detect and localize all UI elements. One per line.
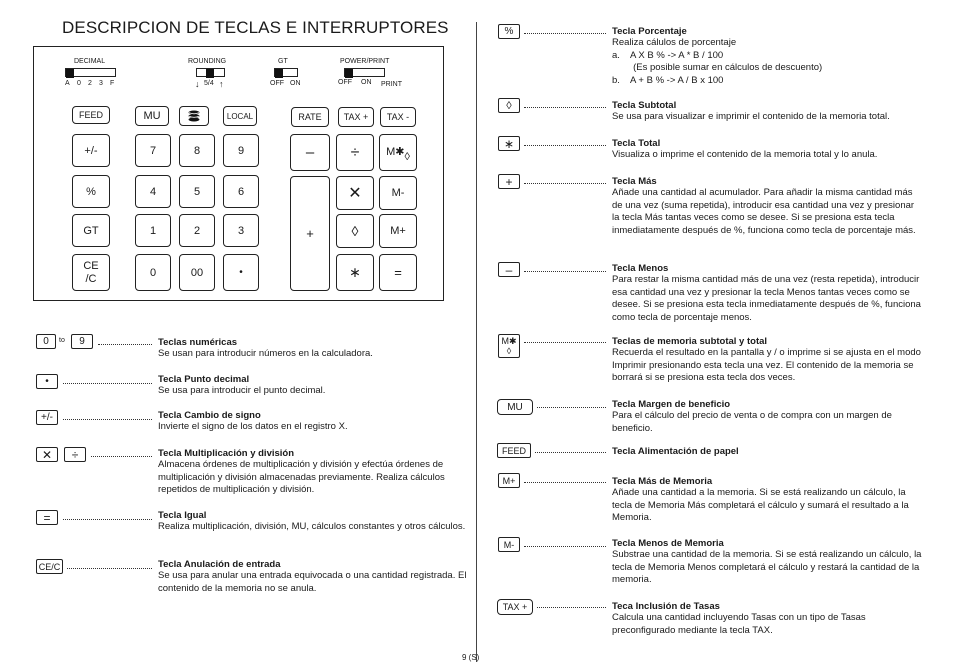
leader-dots: [63, 519, 152, 520]
entry-text: Se usa para introducir el punto decimal.: [158, 385, 326, 396]
minus-key[interactable]: –: [290, 134, 330, 171]
rounding-pos-54: 5/4: [204, 80, 214, 87]
decimal-switch[interactable]: [65, 68, 116, 77]
digit-9-key[interactable]: 9: [223, 134, 259, 167]
entry-text: Recuerda el resultado en la pantalla y / o imprime si se ajusta en el modo Imprimir presionando esta tecla una vez. El contenido de la memoria se borrará si se presiona esta tecla dos veces.: [612, 347, 921, 384]
key-tax-plus-badge: TAX +: [497, 599, 533, 615]
leader-dots: [67, 568, 152, 569]
power-pos-print: PRINT: [381, 81, 402, 88]
leader-dots: [524, 33, 606, 34]
entry-text: Visualiza o imprime el contenido de la memoria total y lo anula.: [612, 149, 878, 160]
entry-text: Invierte el signo de los datos en el registro X.: [158, 421, 348, 432]
entry-title: Tecla Alimentación de papel: [612, 446, 739, 457]
power-pos-on: ON: [361, 79, 372, 86]
entry-title: Tecla Subtotal: [612, 100, 677, 111]
power-switch-label: POWER/PRINT: [340, 58, 390, 65]
page-title: DESCRIPCION DE TECLAS E INTERRUPTORES: [62, 18, 449, 37]
entry-title: Tecla Porcentaje: [612, 26, 687, 37]
key-subtotal-badge: ◊: [498, 98, 520, 113]
entry-multiply-divide: [158, 448, 468, 497]
entry-text: Se usa para anular una entrada equivocada o una cantidad registrada. El contenido de la memoria no se anula.: [158, 570, 467, 594]
leader-dots: [535, 452, 606, 453]
key-percent-badge: %: [498, 24, 520, 39]
digit-7-key[interactable]: 7: [135, 134, 171, 167]
entry-tax-inclusion: [612, 601, 922, 637]
divide-key[interactable]: ÷: [336, 134, 374, 171]
power-pos-off: OFF: [338, 79, 352, 86]
key-memory-plus-badge: M+: [498, 473, 520, 488]
leader-dots: [91, 456, 152, 457]
gt-pos-off: OFF: [270, 80, 284, 87]
equals-key[interactable]: =: [379, 254, 417, 291]
key-feed-badge: FEED: [497, 443, 531, 458]
badge-mstar: M✱: [501, 336, 517, 346]
gt-key[interactable]: GT: [72, 214, 110, 247]
entry-text: Almacena órdenes de multiplicación y división y efectúa órdenes de multiplicación y división almacenadas previamente. Realiza cálculos repetidos de multiplicación y división.: [158, 459, 445, 496]
digit-2-key[interactable]: 2: [179, 214, 215, 247]
key-equals-badge: =: [36, 510, 58, 525]
entry-text: Se usan para introducir números en la calculadora.: [158, 348, 373, 359]
entry-title: Tecla Más de Memoria: [612, 476, 713, 487]
leader-dots: [524, 107, 606, 108]
entry-title: Teclas numéricas: [158, 337, 238, 348]
multiply-key[interactable]: ✕: [336, 176, 374, 210]
entry-text: Añade una cantidad al acumulador. Para añadir la misma cantidad más de una vez (suma repetida), introducir esa cantidad una vez y presionar la tecla Más tantas veces como se desee. Si se presiona esta tecla inmediatamente después de %, funciona como tecla de porcentaje más.: [612, 187, 916, 236]
digit-1-key[interactable]: 1: [135, 214, 171, 247]
badge-diamond: ◊: [506, 346, 512, 356]
digit-5-key[interactable]: 5: [179, 175, 215, 208]
entry-line: a. A X B % -> A * B / 100: [612, 49, 724, 61]
entry-change-sign: [158, 410, 468, 434]
entry-title: Tecla Anulación de entrada: [158, 559, 281, 570]
coin-stack-icon: [187, 109, 201, 123]
entry-percent: [612, 26, 922, 87]
gt-switch-label: GT: [278, 58, 288, 65]
digit-3-key[interactable]: 3: [223, 214, 259, 247]
leader-dots: [524, 546, 606, 547]
entry-title: Tecla Multiplicación y división: [158, 448, 295, 459]
sign-key[interactable]: +/-: [72, 134, 110, 167]
percent-key[interactable]: %: [72, 175, 110, 208]
gt-pos-on: ON: [290, 80, 301, 87]
entry-total: [612, 138, 922, 162]
leader-dots: [63, 383, 152, 384]
entry-numeric-keys: [158, 337, 468, 361]
decimal-pos-0: 0: [77, 80, 81, 87]
leader-dots: [537, 607, 606, 608]
digit-6-key[interactable]: 6: [223, 175, 259, 208]
power-switch[interactable]: [344, 68, 385, 77]
column-divider: [476, 22, 477, 662]
leader-dots: [524, 145, 606, 146]
entry-title: Tecla Igual: [158, 510, 207, 521]
memory-subtotal-total-key[interactable]: [379, 134, 417, 171]
decimal-pos-f: F: [110, 80, 115, 87]
entry-paper-feed: [612, 446, 922, 457]
memory-plus-key[interactable]: M+: [379, 214, 417, 248]
entry-title: Tecla Punto decimal: [158, 374, 250, 385]
digit-0-key[interactable]: 0: [135, 254, 171, 291]
key-memory-minus-badge: M-: [498, 537, 520, 552]
subtotal-key[interactable]: ◊: [336, 214, 374, 248]
decimal-pos-3: 3: [99, 80, 103, 87]
plus-key[interactable]: +: [290, 176, 330, 291]
rounding-down-icon: ↓: [195, 79, 200, 89]
key-sign-badge: +/-: [36, 410, 58, 425]
rounding-switch-knob: [206, 69, 214, 78]
decimal-switch-label: DECIMAL: [74, 58, 106, 65]
entry-title: Tecla Cambio de signo: [158, 410, 261, 421]
gt-switch[interactable]: [274, 68, 298, 77]
leader-dots: [98, 344, 152, 345]
entry-title: Teca Inclusión de Tasas: [612, 601, 720, 612]
entry-title: Tecla Menos: [612, 263, 669, 274]
key-mu-badge: MU: [497, 399, 533, 415]
key-memory-subtotal-badge: [498, 334, 520, 358]
entry-line: Realiza cálulos de porcentaje: [612, 37, 737, 48]
entry-text: Añade una cantidad a la memoria. Si se está realizando un cálculo, la tecla de Memoria Más completará el cálculo y sumará el resultado a la Memoria.: [612, 487, 909, 524]
entry-equals: [158, 510, 468, 534]
entry-subtotal: [612, 100, 922, 124]
entry-text: Para restar la misma cantidad más de una vez (resta repetida), introducir esa cantidad una vez y presionar la tecla Menos tantas veces como se desee. Si se presiona esta tecla inmediatamente después de %, funciona como tecla de porcentaje menos.: [612, 274, 921, 323]
mu-key[interactable]: MU: [135, 106, 169, 126]
key-divide-badge: ÷: [64, 447, 86, 462]
leader-dots: [524, 183, 606, 184]
rounding-up-icon: ↑: [219, 79, 224, 89]
tax-plus-key[interactable]: TAX +: [338, 107, 374, 127]
key-minus-badge: –: [498, 262, 520, 277]
leader-dots: [537, 407, 606, 408]
rate-key[interactable]: RATE: [291, 107, 329, 127]
page-number: 9 (S): [462, 653, 480, 662]
entry-line: b. A + B % -> A / B x 100: [612, 74, 724, 86]
leader-dots: [524, 271, 606, 272]
key-total-badge: ∗: [498, 136, 520, 151]
key-range-to: to: [59, 337, 65, 344]
entry-memory-plus: [612, 476, 922, 525]
key-multiply-badge: ✕: [36, 447, 58, 462]
key-decimal-badge: •: [36, 374, 58, 389]
entry-text: Substrae una cantidad de la memoria. Si se está realizando un cálculo, la tecla de Memoria Menos completará el cálculo y restará la cantidad de la memoria.: [612, 549, 922, 586]
entry-line: (Es posible sumar en cálculos de descuento): [612, 62, 823, 74]
entry-text: Para el cálculo del precio de venta o de compra con un margen de beneficio.: [612, 410, 892, 434]
decimal-point-key[interactable]: •: [223, 254, 259, 291]
mstar-diamond-label: ◊: [404, 151, 410, 163]
memory-minus-key[interactable]: M-: [379, 176, 417, 210]
ce-c-key[interactable]: [72, 254, 110, 291]
entry-title: Tecla Total: [612, 138, 661, 149]
digit-4-key[interactable]: 4: [135, 175, 171, 208]
leader-dots: [524, 342, 606, 343]
tax-minus-key[interactable]: TAX -: [380, 107, 416, 127]
entry-memory-minus: [612, 538, 922, 587]
decimal-pos-2: 2: [88, 80, 92, 87]
entry-text: Se usa para visualizar e imprimir el contenido de la memoria total.: [612, 111, 890, 122]
digit-8-key[interactable]: 8: [179, 134, 215, 167]
rounding-switch[interactable]: [196, 68, 225, 77]
entry-title: Tecla Menos de Memoria: [612, 538, 724, 549]
feed-key[interactable]: FEED: [72, 106, 110, 124]
entry-clear-entry: [158, 559, 468, 595]
key-ce-c-badge: CE/C: [36, 559, 63, 574]
coin-key[interactable]: [179, 106, 209, 126]
total-key[interactable]: ∗: [336, 254, 374, 291]
key-plus-badge: +: [498, 174, 520, 189]
power-switch-knob: [345, 69, 353, 78]
entry-title: Teclas de memoria subtotal y total: [612, 336, 768, 347]
entry-decimal-point: [158, 374, 468, 398]
calculator-panel: [33, 46, 444, 301]
entry-title: Tecla Margen de beneficio: [612, 399, 731, 410]
ce-key-label-bottom: /C: [85, 272, 97, 285]
leader-dots: [524, 482, 606, 483]
ce-key-label-top: CE: [83, 259, 99, 272]
key-9-badge: 9: [71, 334, 93, 349]
entry-markup: [612, 399, 922, 435]
gt-switch-knob: [275, 69, 283, 78]
entry-plus: [612, 176, 922, 237]
mstar-label: M✱: [386, 146, 405, 158]
decimal-switch-knob: [66, 69, 74, 78]
entry-memory-subtotal-total: [612, 336, 922, 385]
decimal-pos-a: A: [65, 80, 70, 87]
local-key[interactable]: LOCAL: [223, 106, 257, 126]
entry-text: Calcula una cantidad incluyendo Tasas con un tipo de Tasas preconfigurado mediante la tecla TAX.: [612, 612, 866, 636]
entry-title: Tecla Más: [612, 176, 657, 187]
entry-text: Realiza multiplicación, división, MU, cálculos constantes y otros cálculos.: [158, 521, 466, 532]
key-0-badge: 0: [36, 334, 56, 349]
rounding-switch-label: ROUNDING: [188, 58, 227, 65]
entry-minus: [612, 263, 922, 324]
leader-dots: [63, 419, 152, 420]
digit-00-key[interactable]: 00: [179, 254, 215, 291]
